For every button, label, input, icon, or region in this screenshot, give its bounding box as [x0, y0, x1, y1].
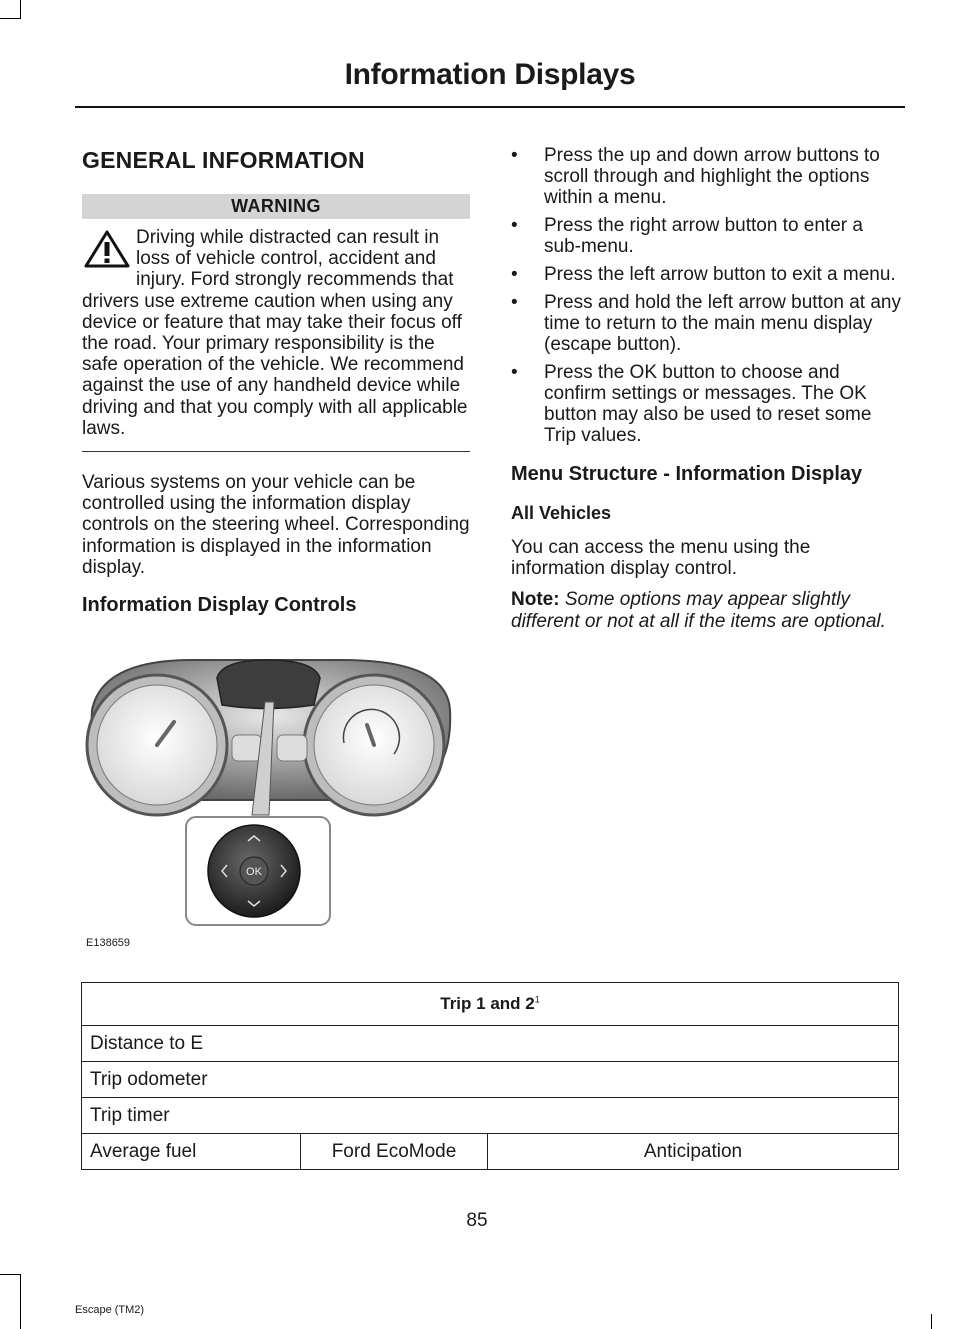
list-item-text: Press and hold the left arrow button at any time to return to the main menu display (escape button).	[544, 292, 901, 355]
page-number: 85	[466, 1210, 488, 1231]
crop-mark	[20, 0, 21, 19]
section-heading: GENERAL INFORMATION	[82, 147, 365, 173]
all-vehicles-heading: All Vehicles	[511, 503, 612, 523]
warning-triangle-icon	[82, 229, 132, 269]
table-cell: Anticipation	[488, 1134, 899, 1170]
crop-mark	[0, 1274, 20, 1275]
instruction-list	[511, 145, 903, 446]
bullet-icon: •	[511, 145, 518, 166]
table-cell: Trip timer	[82, 1098, 899, 1134]
note-label: Note:	[511, 589, 560, 611]
warning-label: WARNING	[82, 194, 470, 219]
figure-code: E138659	[86, 937, 131, 949]
table-row	[82, 1134, 899, 1170]
cluster-drawing	[82, 650, 457, 935]
note-paragraph	[511, 589, 903, 631]
table-row	[82, 1062, 899, 1098]
note-text: Some options may appear slightly different or not at all if the items are optional.	[511, 589, 886, 632]
access-paragraph: You can access the menu using the information display control.	[511, 537, 811, 580]
footer-text: Escape (TM2)	[75, 1304, 145, 1316]
page-title: Information Displays	[344, 58, 636, 91]
table-header-row	[82, 983, 899, 1026]
list-item-text: Press the up and down arrow buttons to scroll through and highlight the options within a menu.	[544, 145, 880, 208]
bullet-icon: •	[511, 362, 518, 383]
crop-mark	[931, 1314, 932, 1329]
table-cell: Average fuel	[82, 1134, 301, 1170]
list-item-text: Press the OK button to choose and confirm settings or messages. The OK button may also be used to reset some Trip values.	[544, 362, 872, 446]
crop-mark	[0, 18, 20, 19]
list-item-text: Press the left arrow button to exit a menu.	[544, 264, 896, 285]
warning-text: Driving while distracted can result in loss of vehicle control, accident and injury. Ford strongly recommends that drivers use extreme caution when using any device or feature that may take their focus off the road. Your primary responsibility is the safe operation of the vehicle. We recommend against the use of any handheld device while driving and that you comply with all applicable laws.	[82, 227, 468, 439]
warning-divider	[82, 451, 470, 452]
instrument-cluster-illustration	[82, 650, 457, 935]
list-item	[511, 362, 903, 446]
trip-menu-table	[81, 982, 899, 1170]
right-column	[511, 145, 903, 632]
list-item	[511, 264, 903, 285]
list-item	[511, 215, 903, 257]
crop-mark	[20, 1312, 21, 1329]
table-header	[82, 983, 899, 1026]
bullet-icon: •	[511, 264, 518, 285]
list-item-text: Press the right arrow button to enter a sub-menu.	[544, 215, 863, 257]
intro-paragraph: Various systems on your vehicle can be controlled using the information display controls on the steering wheel. Corresponding information is displayed in the information display.	[82, 472, 470, 578]
menu-structure-heading: Menu Structure - Information Display	[511, 463, 863, 485]
table-cell: Trip odometer	[82, 1062, 899, 1098]
list-item	[511, 292, 903, 355]
table-row	[82, 1026, 899, 1062]
title-divider	[75, 106, 905, 108]
table-cell: Ford EcoMode	[301, 1134, 488, 1170]
table-row	[82, 1098, 899, 1134]
ok-button-label: OK	[246, 866, 262, 878]
controls-heading: Information Display Controls	[82, 594, 357, 617]
table-cell: Distance to E	[82, 1026, 899, 1062]
warning-box	[82, 227, 470, 439]
bullet-icon: •	[511, 292, 518, 313]
list-item	[511, 145, 903, 208]
bullet-icon: •	[511, 215, 518, 236]
left-column	[82, 140, 470, 616]
table-title: Trip 1 and 2	[440, 994, 535, 1013]
footnote-marker: 1	[534, 994, 540, 1005]
